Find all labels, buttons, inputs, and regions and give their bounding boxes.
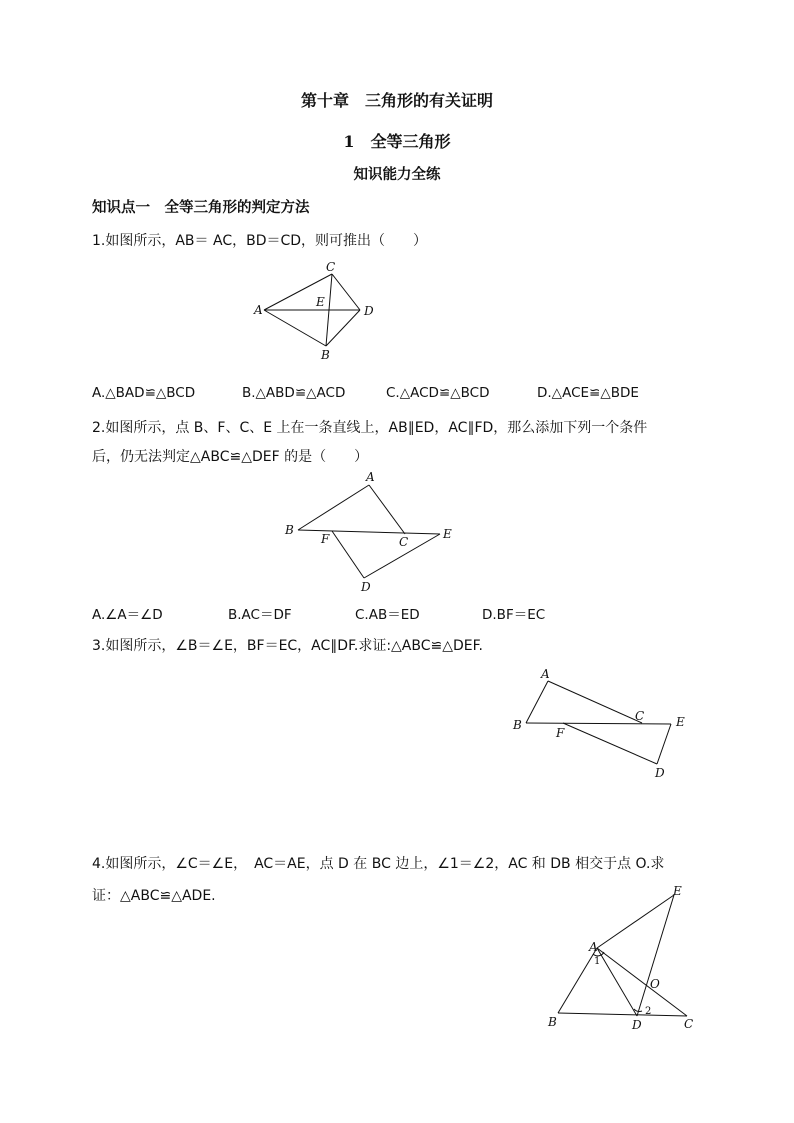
segment-ae bbox=[597, 895, 674, 948]
question-2-stem-line1: 2.如图所示，点 B、F、C、E 上在一条直线上，AB∥ED，AC∥FD，那么添加下列一个条件 bbox=[92, 420, 648, 436]
q2-option-a: A.∠A＝∠D bbox=[92, 607, 163, 623]
question-4-stem-line1: 4.如图所示，∠C＝∠E， AC＝AE，点 D 在 BC 边上，∠1＝∠2，AC 和 DB 相交于点 O.求 bbox=[92, 856, 665, 872]
question-3-stem: 3.如图所示，∠B＝∠E，BF＝EC，AC∥DF.求证:△ABC≌△DEF. bbox=[92, 638, 483, 654]
segment-de bbox=[637, 895, 674, 1016]
label-c: C bbox=[684, 1017, 694, 1031]
question-1-stem: 1.如图所示，AB＝ AC，BD＝CD，则可推出（ ） bbox=[92, 233, 428, 249]
question-4-figure bbox=[538, 885, 708, 1035]
segment-de bbox=[657, 724, 671, 764]
label-c: C bbox=[399, 535, 409, 549]
label-d: D bbox=[361, 580, 371, 594]
label-o: O bbox=[650, 977, 660, 991]
q1-option-b: B.△ABD≌△ACD bbox=[242, 385, 346, 401]
segment-bc bbox=[558, 1013, 687, 1016]
label-d: D bbox=[364, 304, 374, 318]
segment-ba bbox=[526, 681, 548, 723]
label-b: B bbox=[548, 1015, 557, 1029]
segment-ac bbox=[597, 948, 687, 1016]
segment-ad bbox=[597, 948, 637, 1016]
label-a: A bbox=[589, 940, 598, 954]
q2-option-c: C.AB＝ED bbox=[355, 607, 420, 623]
label-b: B bbox=[285, 523, 294, 537]
label-c: C bbox=[635, 709, 645, 723]
segment-cd bbox=[332, 274, 360, 310]
segment-be bbox=[298, 530, 440, 534]
question-3-figure bbox=[505, 662, 700, 782]
label-e: E bbox=[443, 527, 452, 541]
label-e: E bbox=[673, 885, 682, 898]
q1-option-d: D.△ACE≌△BDE bbox=[537, 385, 639, 401]
label-b: B bbox=[513, 718, 522, 732]
segment-ac bbox=[548, 681, 645, 723]
label-a: A bbox=[541, 667, 550, 681]
section-title: 1 全等三角形 bbox=[343, 132, 451, 151]
label-a: A bbox=[366, 470, 375, 484]
segment-fd bbox=[332, 531, 364, 578]
segment-bd bbox=[326, 310, 360, 346]
knowledge-point-heading: 知识点一 全等三角形的判定方法 bbox=[92, 199, 310, 216]
question-4-stem-line2: 证：△ABC≌△ADE. bbox=[92, 888, 216, 904]
q1-option-a: A.△BAD≌△BCD bbox=[92, 385, 196, 401]
label-d: D bbox=[655, 766, 665, 780]
q2-option-d: D.BF＝EC bbox=[482, 607, 546, 623]
label-angle-2: 2 bbox=[645, 1006, 652, 1017]
label-b: B bbox=[321, 348, 330, 362]
question-2-stem-line2: 后，仍无法判定△ABC≌△DEF 的是（ ） bbox=[92, 449, 369, 465]
label-f: F bbox=[556, 726, 565, 740]
segment-ab bbox=[558, 948, 597, 1013]
label-a: A bbox=[254, 303, 263, 317]
segment-ba bbox=[298, 485, 369, 530]
label-d: D bbox=[632, 1018, 642, 1032]
segment-be bbox=[526, 723, 671, 724]
q2-option-b: B.AC＝DF bbox=[228, 607, 292, 623]
q1-option-c: C.△ACD≌△BCD bbox=[386, 385, 490, 401]
question-1-figure bbox=[250, 256, 385, 364]
label-f: F bbox=[321, 532, 330, 546]
label-e: E bbox=[316, 295, 325, 309]
label-angle-1: 1 bbox=[594, 956, 601, 967]
label-e: E bbox=[676, 715, 685, 729]
segment-ab bbox=[264, 310, 326, 346]
segment-ac bbox=[369, 485, 405, 534]
angle-2-arc bbox=[634, 1009, 642, 1012]
label-c: C bbox=[326, 260, 336, 274]
subsection-title: 知识能力全练 bbox=[353, 166, 441, 183]
question-2-figure bbox=[280, 468, 460, 596]
segment-fd bbox=[563, 723, 657, 764]
chapter-title: 第十章 三角形的有关证明 bbox=[300, 91, 493, 110]
